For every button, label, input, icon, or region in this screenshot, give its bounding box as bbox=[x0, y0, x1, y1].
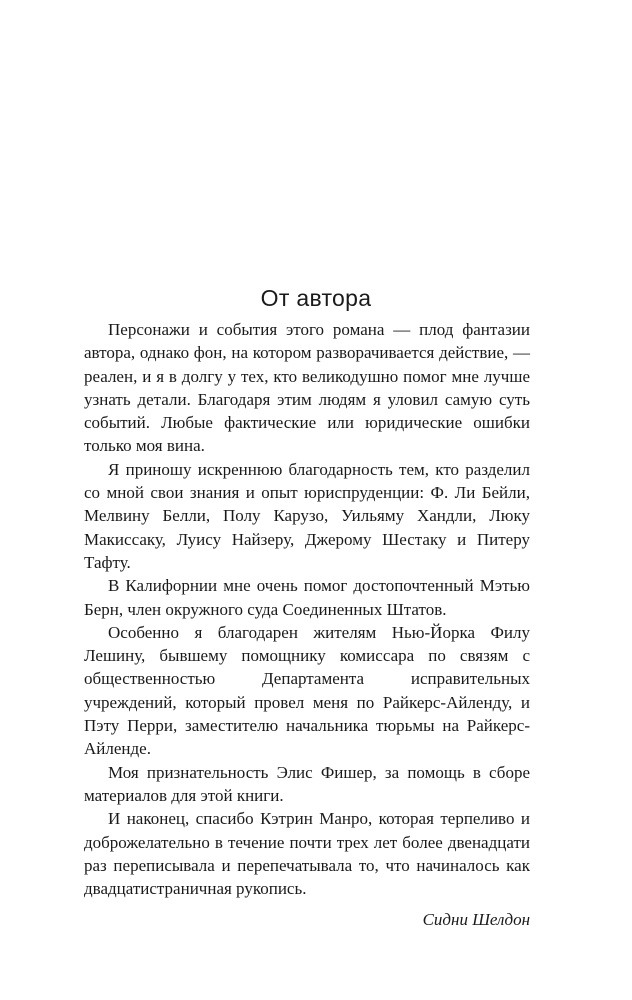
paragraph-5: Моя признательность Элис Фишер, за помощь в сборе материалов для этой книги. bbox=[84, 762, 530, 805]
author-signature: Сидни Шелдон bbox=[422, 910, 530, 930]
paragraph-1: Персонажи и события этого романа — плод фантазии автора, однако фон, на котором разворачивается действие, — реален, и я в долгу у тех, кто великодушно помог мне лучше узнать детали. Благодаря этим людям я уловил самую суть событий. Любые фактические или юридические ошибки только моя вина. bbox=[84, 320, 530, 456]
paragraph-3: В Калифорнии мне очень помог достопочтенный Мэтью Берн, член окружного суда Соединенных Штатов. bbox=[84, 576, 530, 619]
paragraph-6: И наконец, спасибо Кэтрин Манро, которая терпеливо и доброжелательно в течение почти трех лет более двенадцати раз переписывала и перепечатывала то, что начиналось как двадцатистраничная рукопись. bbox=[84, 809, 530, 899]
paragraph-2: Я приношу искреннюю благодарность тем, кто разделил со мной свои знания и опыт юриспруденции: Ф. Ли Бейли, Мелвину Белли, Полу Карузо, Уильяму Хандли, Люку Макиссаку, Луису Найзеру, Джерому Шестаку и Питеру Тафту. bbox=[84, 459, 530, 572]
paragraph-4: Особенно я благодарен жителям Нью-Йорка Филу Лешину, бывшему помощнику комиссара по связям с общественностью Департамента исправительных учреждений, который провел меня по Райкерс-Айленду, и Пэту Перри, заместителю начальника тюрьмы на Райкерс-Айленде. bbox=[84, 622, 530, 759]
page-title: От автора bbox=[260, 285, 372, 312]
author-note-body bbox=[84, 318, 530, 932]
